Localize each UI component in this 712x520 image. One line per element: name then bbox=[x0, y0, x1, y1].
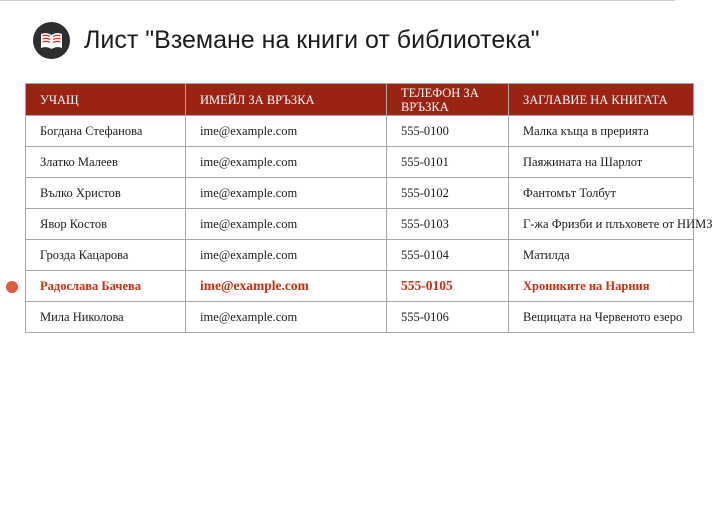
open-book-icon bbox=[33, 22, 70, 59]
email-cell[interactable]: ime@example.com bbox=[186, 178, 387, 209]
table-row-highlighted bbox=[26, 271, 694, 302]
phone-cell[interactable]: 555-0106 bbox=[387, 302, 509, 333]
phone-cell[interactable]: 555-0103 bbox=[387, 209, 509, 240]
book-cell[interactable]: Г-жа Фризби и плъховете от НИМЗ bbox=[509, 209, 694, 240]
book-cell[interactable]: Фантомът Толбут bbox=[509, 178, 694, 209]
email-cell[interactable]: ime@example.com bbox=[186, 271, 387, 302]
signup-table bbox=[25, 83, 712, 333]
table-row bbox=[26, 116, 694, 147]
column-header-student: УЧАЩ bbox=[26, 84, 186, 116]
table-row bbox=[26, 302, 694, 333]
table-header-row bbox=[26, 84, 694, 116]
top-divider bbox=[0, 0, 675, 1]
column-header-phone: ТЕЛЕФОН ЗА ВРЪЗКА bbox=[387, 84, 509, 116]
book-cell[interactable]: Хрониките на Нарния bbox=[509, 271, 694, 302]
table-row bbox=[26, 209, 694, 240]
email-cell[interactable]: ime@example.com bbox=[186, 147, 387, 178]
book-cell[interactable]: Вещицата на Червеното езеро bbox=[509, 302, 694, 333]
email-cell[interactable]: ime@example.com bbox=[186, 209, 387, 240]
book-cell[interactable]: Малка къща в прерията bbox=[509, 116, 694, 147]
row-marker-dot bbox=[6, 281, 18, 293]
phone-cell[interactable]: 555-0100 bbox=[387, 116, 509, 147]
phone-cell[interactable]: 555-0102 bbox=[387, 178, 509, 209]
phone-cell[interactable]: 555-0105 bbox=[387, 271, 509, 302]
student-cell[interactable]: Мила Николова bbox=[26, 302, 186, 333]
table-row bbox=[26, 147, 694, 178]
column-header-email: ИМЕЙЛ ЗА ВРЪЗКА bbox=[186, 84, 387, 116]
student-cell[interactable]: Вълко Христов bbox=[26, 178, 186, 209]
student-cell[interactable]: Златко Малеев bbox=[26, 147, 186, 178]
student-cell[interactable]: Явор Костов bbox=[26, 209, 186, 240]
book-cell[interactable]: Паяжината на Шарлот bbox=[509, 147, 694, 178]
page-title: Лист "Вземане на книги от библиотека" bbox=[84, 26, 540, 54]
column-header-book: ЗАГЛАВИЕ НА КНИГАТА bbox=[509, 84, 694, 116]
table-row bbox=[26, 178, 694, 209]
phone-cell[interactable]: 555-0104 bbox=[387, 240, 509, 271]
table-row bbox=[26, 240, 694, 271]
email-cell[interactable]: ime@example.com bbox=[186, 116, 387, 147]
student-cell[interactable]: Грозда Кацарова bbox=[26, 240, 186, 271]
student-cell[interactable]: Богдана Стефанова bbox=[26, 116, 186, 147]
student-cell[interactable]: Радослава Бачева bbox=[26, 271, 186, 302]
book-cell[interactable]: Матилда bbox=[509, 240, 694, 271]
email-cell[interactable]: ime@example.com bbox=[186, 302, 387, 333]
phone-cell[interactable]: 555-0101 bbox=[387, 147, 509, 178]
email-cell[interactable]: ime@example.com bbox=[186, 240, 387, 271]
